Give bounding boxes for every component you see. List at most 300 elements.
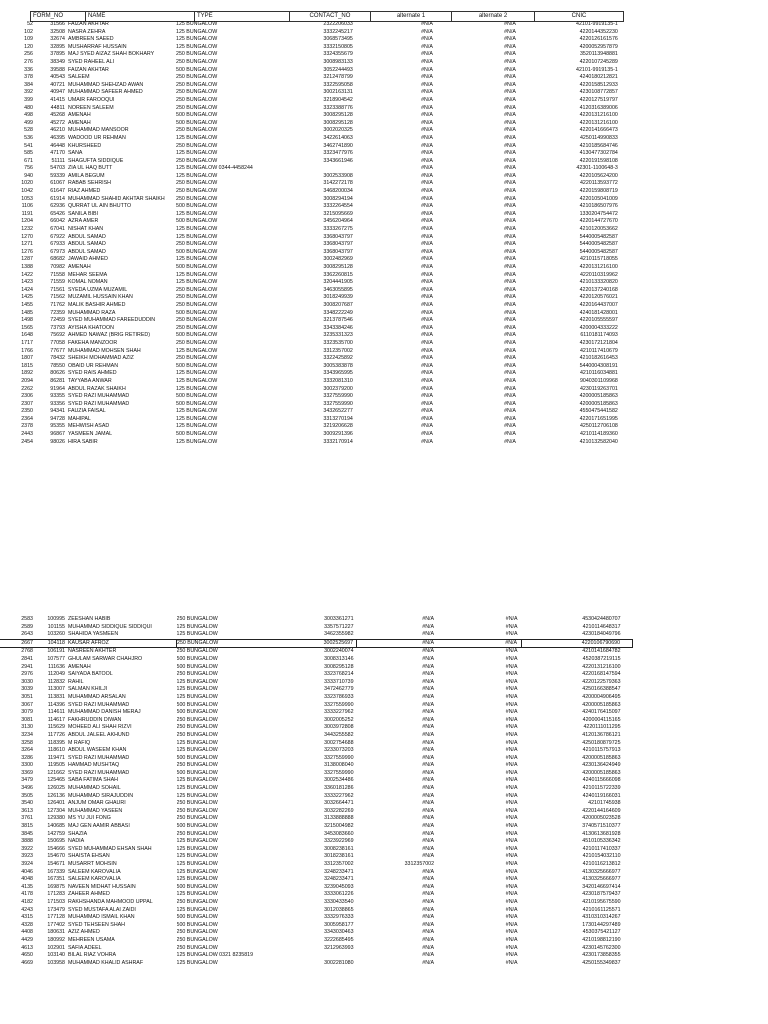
cnic-cell[interactable]: 4240115666098 xyxy=(582,777,621,784)
alternate-1-cell[interactable]: #N/A xyxy=(422,845,435,852)
alternate-2-cell[interactable]: #N/A xyxy=(504,195,516,202)
alternate-1-cell[interactable]: #N/A xyxy=(421,21,433,27)
alternate-1-cell[interactable]: #N/A xyxy=(421,150,433,157)
cnic-cell[interactable]: 4130613681928 xyxy=(582,830,621,837)
table-row[interactable] xyxy=(0,724,633,732)
name-cell[interactable]: HAMMAD MUSHTAQ xyxy=(68,762,120,769)
alternate-2-cell[interactable]: #N/A xyxy=(505,898,518,905)
contact-no-cell[interactable]: 3008983133 xyxy=(323,58,353,65)
form-no-cell[interactable]: 100995 xyxy=(47,616,65,622)
type-cell[interactable]: 500 BUNGALOW xyxy=(176,119,218,126)
form-no-cell[interactable]: 32674 xyxy=(50,36,65,43)
row-index[interactable]: 3845 xyxy=(21,830,33,837)
cnic-cell[interactable]: 4250114990833 xyxy=(579,134,618,141)
alternate-2-cell[interactable]: #N/A xyxy=(505,906,518,913)
table-row[interactable] xyxy=(0,945,633,953)
alternate-1-cell[interactable]: #N/A xyxy=(421,415,433,422)
cnic-cell[interactable]: 4200005185863 xyxy=(582,769,621,776)
table-row[interactable] xyxy=(0,639,633,648)
cnic-cell[interactable]: 4220122579363 xyxy=(582,678,621,685)
contact-no-cell[interactable]: 3312357002 xyxy=(324,861,354,867)
name-cell[interactable]: MUHAMMAD SIDDIQUE SIDDIQUI xyxy=(68,623,152,630)
form-no-cell[interactable]: 32895 xyxy=(50,43,65,50)
row-index[interactable]: 2454 xyxy=(21,438,33,445)
contact-no-cell[interactable]: 3008295128 xyxy=(323,119,353,126)
cnic-cell[interactable]: 4220171651995 xyxy=(579,415,618,422)
name-cell[interactable]: AHMED NAWAZ (BRIG RETIRED) xyxy=(68,332,151,339)
table-row[interactable] xyxy=(0,960,633,968)
form-no-cell[interactable]: 38349 xyxy=(50,58,65,65)
type-cell[interactable]: 250 BUNGALOW xyxy=(177,639,254,648)
alternate-1-cell[interactable]: #N/A xyxy=(421,256,433,263)
table-row[interactable] xyxy=(0,884,633,892)
form-no-cell[interactable]: 180992 xyxy=(47,936,65,943)
table-row[interactable] xyxy=(0,631,633,639)
table-row[interactable] xyxy=(0,922,633,930)
cnic-cell[interactable]: 4510105336342 xyxy=(582,838,621,845)
table-row[interactable] xyxy=(0,173,630,181)
form-no-cell[interactable]: 117726 xyxy=(47,731,65,738)
alternate-2-cell[interactable]: #N/A xyxy=(504,324,516,331)
form-no-cell[interactable]: 77677 xyxy=(50,347,65,354)
row-index[interactable]: 3234 xyxy=(21,731,33,738)
form-no-cell[interactable]: 40721 xyxy=(50,81,65,88)
type-cell[interactable]: 125 BUNGALOW xyxy=(176,747,218,754)
type-cell[interactable]: 125 BUNGALOW xyxy=(176,43,218,50)
row-index[interactable]: 102 xyxy=(24,28,33,35)
name-cell[interactable]: MUHAMMAD ISMAIL KHAN xyxy=(68,914,135,921)
contact-no-cell[interactable]: 3322595058 xyxy=(323,81,353,88)
name-cell[interactable]: MUHAMMAD SAFEER AHMED xyxy=(68,89,143,96)
type-cell[interactable]: 250 BUNGALOW xyxy=(176,936,218,943)
name-cell[interactable]: ANJUM OMAR GHAURI xyxy=(68,800,126,807)
alternate-2-cell[interactable]: #N/A xyxy=(505,853,518,860)
row-index[interactable]: 1204 xyxy=(21,218,33,225)
form-no-cell[interactable]: 111636 xyxy=(48,663,65,670)
form-no-cell[interactable]: 118610 xyxy=(47,747,65,754)
name-cell[interactable]: MUHAMMAD KHALID ASHRAF xyxy=(68,959,144,966)
table-row[interactable] xyxy=(0,120,630,128)
type-cell[interactable]: 125 BUNGALOW xyxy=(176,233,218,240)
contact-no-cell[interactable]: 3432652277 xyxy=(323,408,353,415)
type-cell[interactable]: 250 BUNGALOW xyxy=(176,616,218,622)
form-no-cell[interactable]: 61914 xyxy=(50,195,65,202)
name-cell[interactable]: ABDUL WASEEM KHAN xyxy=(68,747,127,754)
form-no-cell[interactable]: 73793 xyxy=(50,324,65,331)
form-no-cell[interactable]: 46395 xyxy=(50,134,65,141)
row-index[interactable]: 3081 xyxy=(21,716,33,723)
table-row[interactable] xyxy=(0,770,633,778)
contact-no-cell[interactable]: 3003972808 xyxy=(324,724,354,731)
table-row[interactable] xyxy=(0,256,630,264)
cnic-cell[interactable]: 4310310314267 xyxy=(582,914,621,921)
table-row[interactable] xyxy=(0,150,630,158)
table-row[interactable] xyxy=(0,907,633,915)
alternate-2-cell[interactable]: #N/A xyxy=(504,241,516,248)
alternate-1-cell[interactable]: #N/A xyxy=(421,309,433,316)
cnic-cell[interactable]: 4220137240168 xyxy=(579,286,618,293)
row-index[interactable]: 2589 xyxy=(21,623,33,630)
alternate-1-cell[interactable]: #N/A xyxy=(422,891,435,898)
alternate-1-cell[interactable]: #N/A xyxy=(357,639,439,648)
row-index[interactable]: 940 xyxy=(24,172,33,179)
contact-no-cell[interactable]: 3462741890 xyxy=(323,142,353,149)
form-no-cell[interactable]: 154671 xyxy=(47,861,65,867)
alternate-2-cell[interactable]: #N/A xyxy=(505,709,518,716)
type-cell[interactable]: 125 BUNGALOW xyxy=(176,845,218,852)
type-cell[interactable]: 125 BUNGALOW xyxy=(176,256,218,263)
table-row[interactable] xyxy=(0,74,630,82)
form-no-cell[interactable]: 47170 xyxy=(50,150,65,157)
form-no-cell[interactable]: 71561 xyxy=(50,286,65,293)
type-cell[interactable]: 500 BUNGALOW xyxy=(176,921,218,928)
cnic-cell[interactable]: 4220159808719 xyxy=(579,188,618,195)
cnic-cell[interactable]: 4250112706108 xyxy=(579,423,618,430)
form-no-cell[interactable]: 54703 xyxy=(50,165,65,172)
form-no-cell[interactable]: 177402 xyxy=(47,921,65,928)
name-cell[interactable]: SYED RAZI MUHAMMAD xyxy=(68,400,130,407)
form-no-cell[interactable]: 140685 xyxy=(47,823,65,830)
table-row[interactable] xyxy=(0,196,630,204)
form-no-cell[interactable]: 167339 xyxy=(47,868,65,875)
cnic-cell[interactable]: 4210114189360 xyxy=(579,431,618,438)
row-index[interactable]: 1498 xyxy=(21,317,33,324)
cnic-cell[interactable]: 9040301109968 xyxy=(579,377,618,384)
contact-no-cell[interactable]: 3323388776 xyxy=(323,104,353,111)
row-index[interactable]: 1892 xyxy=(21,370,33,377)
row-index[interactable]: 4650 xyxy=(21,952,33,959)
contact-no-cell[interactable]: 3472462779 xyxy=(324,686,354,693)
alternate-1-cell[interactable]: #N/A xyxy=(421,271,433,278)
name-cell[interactable]: AMILA BEGUM xyxy=(68,172,105,179)
table-row[interactable] xyxy=(0,29,630,37)
alternate-2-cell[interactable]: #N/A xyxy=(505,876,518,883)
name-cell[interactable]: JAWAID AHMED xyxy=(68,256,108,263)
type-cell[interactable]: 250 BUNGALOW xyxy=(176,648,218,655)
alternate-2-cell[interactable]: #N/A xyxy=(504,248,516,255)
alternate-2-cell[interactable]: #N/A xyxy=(505,754,518,761)
name-cell[interactable]: NADIA xyxy=(68,838,85,845)
name-cell[interactable]: SYED TEHSEEN SHAH xyxy=(68,921,126,928)
cnic-cell[interactable]: 4250180879725 xyxy=(582,739,621,746)
row-index[interactable]: 3815 xyxy=(21,823,33,830)
form-no-cell[interactable]: 72459 xyxy=(50,317,65,324)
name-cell[interactable]: SYED RAHEEL ALI xyxy=(68,58,115,65)
form-no-cell[interactable]: 112832 xyxy=(47,678,65,685)
alternate-2-cell[interactable]: #N/A xyxy=(505,777,518,784)
alternate-2-cell[interactable]: #N/A xyxy=(504,400,516,407)
form-no-cell[interactable]: 65426 xyxy=(50,210,65,217)
type-cell[interactable]: 250 BUNGALOW xyxy=(176,317,218,324)
row-index[interactable]: 2350 xyxy=(21,408,33,415)
alternate-1-cell[interactable]: #N/A xyxy=(421,210,433,217)
type-cell[interactable]: 250 BUNGALOW xyxy=(176,286,218,293)
alternate-1-cell[interactable]: #N/A xyxy=(421,218,433,225)
name-cell[interactable]: WADOOD UR REHMAN xyxy=(68,134,126,141)
type-cell[interactable]: 125 BUNGALOW xyxy=(176,172,218,179)
contact-no-cell[interactable]: 3002379200 xyxy=(323,385,353,392)
name-cell[interactable]: AMENAH xyxy=(68,663,91,670)
alternate-2-cell[interactable]: #N/A xyxy=(505,785,518,792)
alternate-1-cell[interactable]: #N/A xyxy=(422,747,435,754)
alternate-1-cell[interactable]: #N/A xyxy=(421,248,433,255)
table-row[interactable] xyxy=(0,891,633,899)
contact-no-cell[interactable]: 3052244493 xyxy=(323,66,353,73)
name-cell[interactable]: SYED RAZI MUHAMMAD xyxy=(68,769,130,776)
form-no-cell[interactable]: 86281 xyxy=(50,377,65,384)
form-no-cell[interactable]: 94341 xyxy=(50,408,65,415)
cnic-cell[interactable]: 4220131216100 xyxy=(579,119,618,126)
table-row[interactable] xyxy=(0,439,630,447)
row-index[interactable]: 3540 xyxy=(21,800,33,807)
form-no-cell[interactable]: 126136 xyxy=(47,792,65,799)
alternate-2-cell[interactable]: #N/A xyxy=(504,233,516,240)
row-index[interactable]: 109 xyxy=(24,36,33,43)
alternate-2-cell[interactable]: #N/A xyxy=(505,716,518,723)
name-cell[interactable]: FAIZAN AKHTAR xyxy=(68,66,109,73)
form-no-cell[interactable]: 75692 xyxy=(50,332,65,339)
name-cell[interactable]: SYED RAZI MUHAMMAD xyxy=(68,754,130,761)
row-index[interactable]: 3039 xyxy=(21,686,33,693)
type-cell[interactable]: 125 BUNGALOW xyxy=(176,792,218,799)
cnic-cell[interactable]: 4240176415097 xyxy=(582,709,621,716)
cnic-cell[interactable]: 4530375421127 xyxy=(582,929,621,936)
row-index[interactable]: 3130 xyxy=(21,724,33,731)
row-index[interactable]: 120 xyxy=(24,43,33,50)
table-row[interactable] xyxy=(0,853,633,861)
alternate-2-cell[interactable]: #N/A xyxy=(505,891,518,898)
contact-no-cell[interactable]: 3005958177 xyxy=(324,921,354,928)
row-index[interactable]: 52 xyxy=(27,21,33,27)
alternate-1-cell[interactable]: #N/A xyxy=(422,616,435,622)
cnic-cell[interactable]: 5440004308191 xyxy=(579,362,618,369)
name-cell[interactable]: SABA FATIMA SHAH xyxy=(68,777,118,784)
name-cell[interactable]: KAUSAR AFROZ xyxy=(68,639,177,648)
alternate-1-cell[interactable]: #N/A xyxy=(422,785,435,792)
contact-no-cell[interactable]: 3343384246 xyxy=(323,324,353,331)
cnic-cell[interactable]: 4210132582040 xyxy=(579,438,618,445)
alternate-2-cell[interactable]: #N/A xyxy=(504,226,516,233)
contact-no-cell[interactable]: 3239045093 xyxy=(324,883,354,890)
cnic-cell[interactable]: 4200005185863 xyxy=(579,393,618,400)
alternate-2-cell[interactable]: #N/A xyxy=(505,815,518,822)
table-row[interactable] xyxy=(0,899,633,907)
contact-no-cell[interactable]: 3333710739 xyxy=(324,678,354,685)
form-no-cell[interactable]: 32508 xyxy=(50,28,65,35)
alternate-2-cell[interactable]: #N/A xyxy=(504,385,516,392)
type-cell[interactable]: 250 BUNGALOW xyxy=(176,800,218,807)
contact-no-cell[interactable]: 3327559990 xyxy=(324,769,354,776)
alternate-1-cell[interactable]: #N/A xyxy=(421,142,433,149)
row-index[interactable]: 4328 xyxy=(21,921,33,928)
alternate-1-cell[interactable]: #N/A xyxy=(421,286,433,293)
row-index[interactable]: 336 xyxy=(24,66,33,73)
table-row[interactable] xyxy=(0,355,630,363)
name-cell[interactable]: RAHIL xyxy=(68,678,84,685)
type-cell[interactable]: 250 BUNGALOW xyxy=(176,188,218,195)
type-cell[interactable]: 125 BUNGALOW xyxy=(176,678,218,685)
name-cell[interactable]: QURRAT UL AIN BHUTTO xyxy=(68,203,132,210)
row-index[interactable]: 480 xyxy=(24,104,33,111)
alternate-1-cell[interactable]: #N/A xyxy=(421,355,433,362)
name-cell[interactable]: SYED MUHAMMAD FAREEDUDDIN xyxy=(68,317,156,324)
row-index[interactable]: 1423 xyxy=(21,279,33,286)
row-index[interactable]: 3258 xyxy=(21,739,33,746)
alternate-1-cell[interactable]: #N/A xyxy=(421,377,433,384)
type-cell[interactable]: 500 BUNGALOW xyxy=(176,248,218,255)
cnic-cell[interactable]: 4120316389006 xyxy=(579,104,618,111)
table-row[interactable] xyxy=(0,348,630,356)
cnic-cell[interactable]: 4210154032110 xyxy=(582,853,621,860)
form-no-cell[interactable]: 93356 xyxy=(50,400,65,407)
alternate-1-cell[interactable]: 3312357002 xyxy=(404,861,435,867)
alternate-1-cell[interactable]: #N/A xyxy=(422,921,435,928)
name-cell[interactable]: MUHAMMAD SHAHID AKHTAR SHAIKH xyxy=(68,195,165,202)
alternate-1-cell[interactable]: #N/A xyxy=(422,936,435,943)
cnic-cell[interactable]: 1730144297489 xyxy=(582,921,621,928)
contact-no-cell[interactable]: 3368043797 xyxy=(323,233,353,240)
name-cell[interactable]: AMBREEN SAEED xyxy=(68,36,114,43)
table-row[interactable] xyxy=(0,241,630,249)
type-cell[interactable]: 500 BUNGALOW xyxy=(176,655,218,662)
cnic-cell[interactable]: 4550475441582 xyxy=(579,408,618,415)
form-no-cell[interactable]: 70982 xyxy=(50,264,65,270)
contact-no-cell[interactable]: 3368043797 xyxy=(323,241,353,248)
form-no-cell[interactable]: 78432 xyxy=(50,355,65,362)
table-row[interactable] xyxy=(0,51,630,59)
form-no-cell[interactable]: 154666 xyxy=(47,845,65,852)
table-row[interactable] xyxy=(0,165,630,173)
row-index[interactable]: 1807 xyxy=(21,355,33,362)
table-row[interactable] xyxy=(0,838,633,846)
row-index[interactable]: 2841 xyxy=(21,655,33,662)
contact-no-cell[interactable]: 3333267275 xyxy=(323,226,353,233)
alternate-2-cell[interactable]: #N/A xyxy=(505,747,518,754)
row-index[interactable]: 1287 xyxy=(21,256,33,263)
row-index[interactable]: 3505 xyxy=(21,792,33,799)
type-cell[interactable]: 250 BUNGALOW xyxy=(176,74,218,81)
table-row[interactable] xyxy=(0,82,630,90)
contact-no-cell[interactable]: 3213787546 xyxy=(323,317,353,324)
contact-no-cell[interactable]: 3003361271 xyxy=(324,616,354,622)
form-no-cell[interactable]: 171503 xyxy=(47,898,65,905)
form-no-cell[interactable]: 93355 xyxy=(50,393,65,400)
form-no-cell[interactable]: 59339 xyxy=(50,172,65,179)
form-no-cell[interactable]: 104118 xyxy=(35,639,68,648)
alternate-2-cell[interactable]: #N/A xyxy=(505,952,518,959)
row-index[interactable]: 4182 xyxy=(21,898,33,905)
form-no-cell[interactable]: 101155 xyxy=(47,623,65,630)
alternate-1-cell[interactable]: #N/A xyxy=(422,959,435,966)
alternate-2-cell[interactable]: #N/A xyxy=(505,921,518,928)
name-cell[interactable]: SANILA BIBI xyxy=(68,210,99,217)
cnic-cell[interactable]: 5440005482587 xyxy=(579,233,618,240)
type-cell[interactable]: 250 BUNGALOW xyxy=(176,241,218,248)
form-no-cell[interactable]: 125465 xyxy=(47,777,65,784)
alternate-1-cell[interactable]: #N/A xyxy=(421,180,433,187)
name-cell[interactable]: SAFIA ADEEL xyxy=(68,944,102,951)
name-cell[interactable]: HIRA SABIR xyxy=(68,438,98,445)
cnic-cell[interactable]: 42101-9919135-1 xyxy=(576,66,618,73)
row-index[interactable]: 1270 xyxy=(21,233,33,240)
row-index[interactable]: 1485 xyxy=(21,309,33,316)
table-row[interactable] xyxy=(0,740,633,748)
contact-no-cell[interactable]: 3312357002 xyxy=(323,347,353,354)
row-index[interactable]: 1422 xyxy=(21,271,33,278)
name-cell[interactable]: AZRA AMER xyxy=(68,218,99,225)
contact-no-cell[interactable]: 3332245217 xyxy=(323,28,353,35)
table-row[interactable] xyxy=(0,876,633,884)
contact-no-cell[interactable]: 3327559990 xyxy=(323,400,353,407)
table-row[interactable] xyxy=(0,616,633,624)
alternate-2-cell[interactable]: #N/A xyxy=(504,317,516,324)
type-cell[interactable]: 125 BUNGALOW xyxy=(176,21,218,27)
name-cell[interactable]: FAKEHA MANZOOR xyxy=(68,339,118,346)
name-cell[interactable]: MUHAMMAD DANISH MERAJ xyxy=(68,709,141,716)
form-no-cell[interactable]: 114617 xyxy=(47,716,65,723)
name-cell[interactable]: AMENAH xyxy=(68,264,91,270)
contact-no-cell[interactable]: 3002482969 xyxy=(323,256,353,263)
row-index[interactable]: 2443 xyxy=(21,431,33,438)
contact-no-cell[interactable]: 3453083660 xyxy=(324,830,354,837)
cnic-cell[interactable]: 4230172121804 xyxy=(579,339,618,346)
header-form-no[interactable]: FORM_NO xyxy=(31,12,86,22)
form-no-cell[interactable]: 67933 xyxy=(50,241,65,248)
row-index[interactable]: 2976 xyxy=(21,671,33,678)
table-row[interactable] xyxy=(0,36,630,44)
cnic-cell[interactable]: 4520387219115 xyxy=(582,655,621,662)
contact-no-cell[interactable]: 3002005252 xyxy=(324,716,354,723)
table-row[interactable] xyxy=(0,386,630,394)
contact-no-cell[interactable]: 3343661946 xyxy=(323,157,353,164)
table-row[interactable] xyxy=(0,423,630,431)
alternate-2-cell[interactable]: #N/A xyxy=(504,256,516,263)
alternate-2-cell[interactable]: #N/A xyxy=(505,823,518,830)
type-cell[interactable]: 125 BUNGALOW 0344-4458244 xyxy=(176,165,253,172)
row-index[interactable]: 256 xyxy=(24,51,33,58)
contact-no-cell[interactable]: 3327559990 xyxy=(324,701,354,708)
alternate-2-cell[interactable]: #N/A xyxy=(505,861,518,867)
form-no-cell[interactable]: 114396 xyxy=(47,701,65,708)
table-row[interactable] xyxy=(0,831,633,839)
name-cell[interactable]: MUHAMMAD RAZA xyxy=(68,309,116,316)
name-cell[interactable]: TAYYABA ANWAR xyxy=(68,377,112,384)
type-cell[interactable]: 500 BUNGALOW xyxy=(176,112,218,119)
table-row[interactable] xyxy=(0,431,630,439)
cnic-cell[interactable]: 42101-9919135-1 xyxy=(576,21,618,27)
name-cell[interactable]: FAKHRUDDIN DIWAN xyxy=(68,716,122,723)
name-cell[interactable]: SHEIKH MOHAMMAD AZIZ xyxy=(68,355,134,362)
contact-no-cell[interactable]: 3332264554 xyxy=(323,203,353,210)
contact-no-cell[interactable]: 3002533908 xyxy=(323,172,353,179)
row-index[interactable]: 384 xyxy=(24,81,33,88)
cnic-cell[interactable]: 4220158512933 xyxy=(579,81,618,88)
form-no-cell[interactable]: 67973 xyxy=(50,248,65,255)
cnic-cell[interactable]: 4210115757913 xyxy=(582,747,621,754)
name-cell[interactable]: SALEEM KAROVALIA xyxy=(68,876,121,883)
contact-no-cell[interactable]: 3313270194 xyxy=(323,415,353,422)
type-cell[interactable]: 250 BUNGALOW xyxy=(176,157,218,164)
alternate-2-cell[interactable]: #N/A xyxy=(504,431,516,438)
form-no-cell[interactable]: 40543 xyxy=(50,74,65,81)
cnic-cell[interactable]: 4220131216100 xyxy=(579,112,618,119)
type-cell[interactable]: 500 BUNGALOW xyxy=(176,709,218,716)
contact-no-cell[interactable]: 3235331323 xyxy=(323,332,353,339)
contact-no-cell[interactable]: 3332170914 xyxy=(323,438,353,445)
name-cell[interactable]: MUZAMIL HUSSAIN KHAN xyxy=(68,294,133,301)
alternate-2-cell[interactable]: #N/A xyxy=(504,301,516,308)
table-row[interactable] xyxy=(0,952,633,960)
